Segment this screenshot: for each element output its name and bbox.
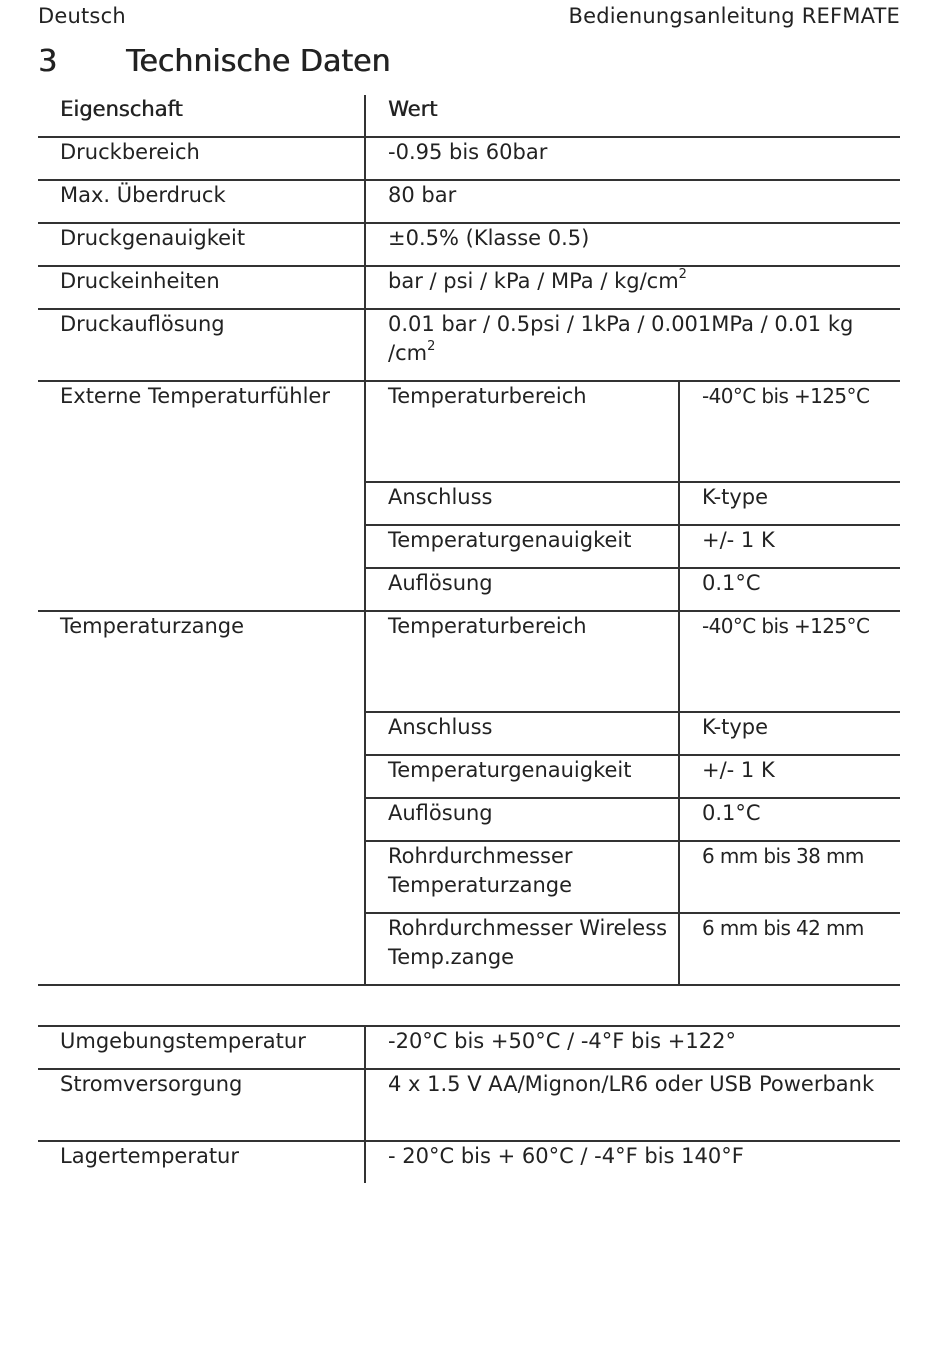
sub-row-name: Temperaturgenauigkeit [365, 525, 679, 568]
sub-row-value: -40°C bis +125°C [679, 611, 900, 712]
table-row [38, 180, 900, 223]
row-label: Umgebungstemperatur [60, 1029, 306, 1053]
row-value: - 20°C bis + 60°C / -4°F bis 140°F [365, 1141, 900, 1183]
sub-row-value: 6 mm bis 42 mm [679, 913, 900, 985]
row-value: -20°C bis +50°C / -4°F bis +122° [365, 1026, 900, 1069]
row-value [365, 309, 900, 381]
row-label: Stromversorgung [60, 1072, 243, 1096]
table-row [38, 381, 900, 482]
sub-row-name: Anschluss [365, 482, 679, 525]
row-value-text: 0.01 bar / 0.5psi / 1kPa / 0.001MPa / 0.01 kg /cm [388, 312, 854, 365]
sub-row-value: K-type [679, 712, 900, 755]
sub-row-value: +/- 1 K [679, 755, 900, 798]
sub-row-value: +/- 1 K [679, 525, 900, 568]
sub-row-name: Anschluss [365, 712, 679, 755]
sub-row-name: Rohrdurchmesser Temperaturzange [365, 841, 679, 913]
header-document-title: Bedienungsanleitung REFMATE [568, 4, 900, 28]
row-label: Druckauflösung [60, 312, 225, 336]
row-label: Druckeinheiten [60, 269, 220, 293]
header-language: Deutsch [38, 4, 126, 28]
table-row [38, 1026, 900, 1069]
column-header-property: Eigenschaft [60, 97, 183, 121]
sub-row-value: 6 mm bis 38 mm [679, 841, 900, 913]
sub-row-name: Auflösung [365, 798, 679, 841]
row-value: ±0.5% (Klasse 0.5) [365, 223, 900, 266]
row-label: Max. Überdruck [60, 183, 226, 207]
table-header-row [38, 95, 900, 137]
table-row [38, 1069, 900, 1141]
row-label: Druckgenauigkeit [60, 226, 246, 250]
group-label-clamp: Temperaturzange [60, 614, 245, 638]
table-row [38, 611, 900, 712]
group-label-external-sensor: Externe Temperaturfühler [60, 384, 330, 408]
row-value: -0.95 bis 60bar [365, 137, 900, 180]
superscript: 2 [427, 339, 436, 354]
superscript: 2 [678, 267, 687, 282]
sub-row-value: K-type [679, 482, 900, 525]
sub-row-value: 0.1°C [679, 798, 900, 841]
spec-table [38, 95, 900, 986]
row-label: Druckbereich [60, 140, 200, 164]
row-value: 80 bar [365, 180, 900, 223]
sub-row-name: Temperaturbereich [365, 381, 679, 482]
sub-row-name: Temperaturbereich [365, 611, 679, 712]
sub-row-value: -40°C bis +125°C [679, 381, 900, 482]
sub-row-name: Auflösung [365, 568, 679, 611]
row-value: 4 x 1.5 V AA/Mignon/LR6 oder USB Powerbank [365, 1069, 900, 1141]
section-title: Technische Daten [126, 44, 391, 79]
table-row [38, 1141, 900, 1183]
table-row [38, 309, 900, 381]
sub-row-name: Rohrdurchmesser Wireless Temp.zange [365, 913, 679, 985]
section-number: 3 [38, 44, 58, 79]
sub-row-value: 0.1°C [679, 568, 900, 611]
row-value-text: bar / psi / kPa / MPa / kg/cm [388, 269, 679, 293]
section-heading [38, 44, 390, 79]
column-header-value: Wert [365, 95, 900, 137]
table-row [38, 266, 900, 309]
spec-table-general [38, 1025, 900, 1183]
table-row [38, 137, 900, 180]
table-row [38, 223, 900, 266]
row-label: Lagertemperatur [60, 1144, 239, 1168]
sub-row-name: Temperaturgenauigkeit [365, 755, 679, 798]
row-value [365, 266, 900, 309]
